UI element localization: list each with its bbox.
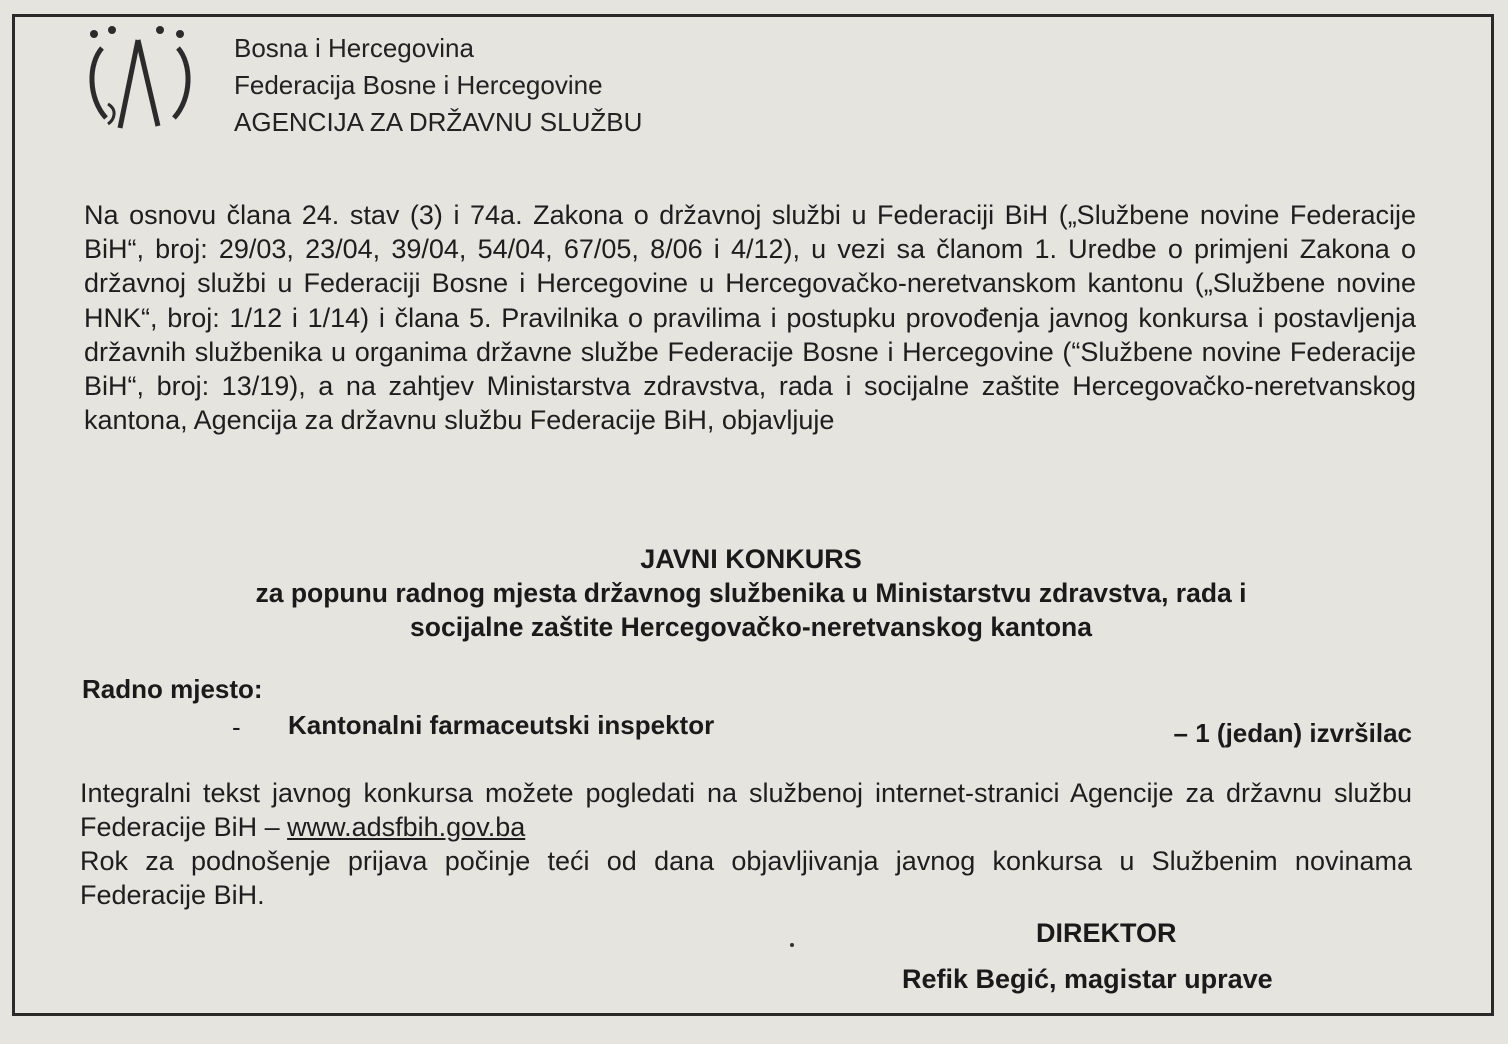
- outro-text: Integralni tekst javnog konkursa možete pogledati na službenoj internet-stranici Agencije za državnu službu Federacije BiH –: [80, 778, 1412, 842]
- competition-title: JAVNI KONKURS: [640, 544, 862, 574]
- outro-paragraph: [80, 776, 1412, 912]
- competition-subtitle-line-2: socijalne zaštite Hercegovačko-neretvanskog kantona: [410, 612, 1092, 642]
- director-title: DIREKTOR: [1036, 918, 1177, 948]
- position-label: Radno mjesto:: [82, 674, 263, 704]
- header-federation: Federacija Bosne i Hercegovine: [234, 70, 603, 100]
- competition-title-block: [90, 542, 1412, 644]
- header-country: Bosna i Hercegovina: [234, 33, 474, 63]
- agency-website-link[interactable]: www.adsfbih.gov.ba: [287, 812, 526, 842]
- position-count: – 1 (jedan) izvršilac: [1173, 718, 1412, 748]
- agency-logo-icon: [80, 20, 200, 138]
- position-name: Kantonalni farmaceutski inspektor: [288, 710, 715, 740]
- position-bullet-dash: -: [232, 712, 241, 742]
- header-agency: AGENCIJA ZA DRŽAVNU SLUŽBU: [234, 107, 643, 137]
- deadline-text: Rok za podnošenje prijava počinje teći od dana objavljivanja javnog konkursa u Službenim novinama Federacije BiH.: [80, 846, 1412, 910]
- agency-header: [234, 30, 642, 141]
- print-speck: [790, 943, 794, 947]
- intro-paragraph: Na osnovu člana 24. stav (3) i 74a. Zakona o državnoj službi u Federaciji BiH („Službene novine Federacije BiH“, broj: 29/03, 23/04, 39/04, 54/04, 67/05, 8/06 i 4/12), u vezi sa članom 1. Uredbe o primjeni Zakona o državnoj službi u Federaciji Bosne i Hercegovine u Hercegovačko-neretvanskom kantonu („Službene novine HNK“, broj: 1/12 i 1/14) i člana 5. Pravilnika o pravilima i postupku provođenja javnog konkursa i postavljenja državnih službenika u organima državne službe Federacije Bosne i Hercegovine (“Službene novine Federacije BiH“, broj: 13/19), a na zahtjev Ministarstva zdravstva, rada i socijalne zaštite Hercegovačko-neretvanskog kantona, Agencija za državnu službu Federacije BiH, objavljuje: [84, 200, 1416, 436]
- competition-subtitle-line-1: za popunu radnog mjesta državnog službenika u Ministarstvu zdravstva, rada i: [255, 578, 1247, 608]
- director-name: Refik Begić, magistar uprave: [902, 964, 1273, 994]
